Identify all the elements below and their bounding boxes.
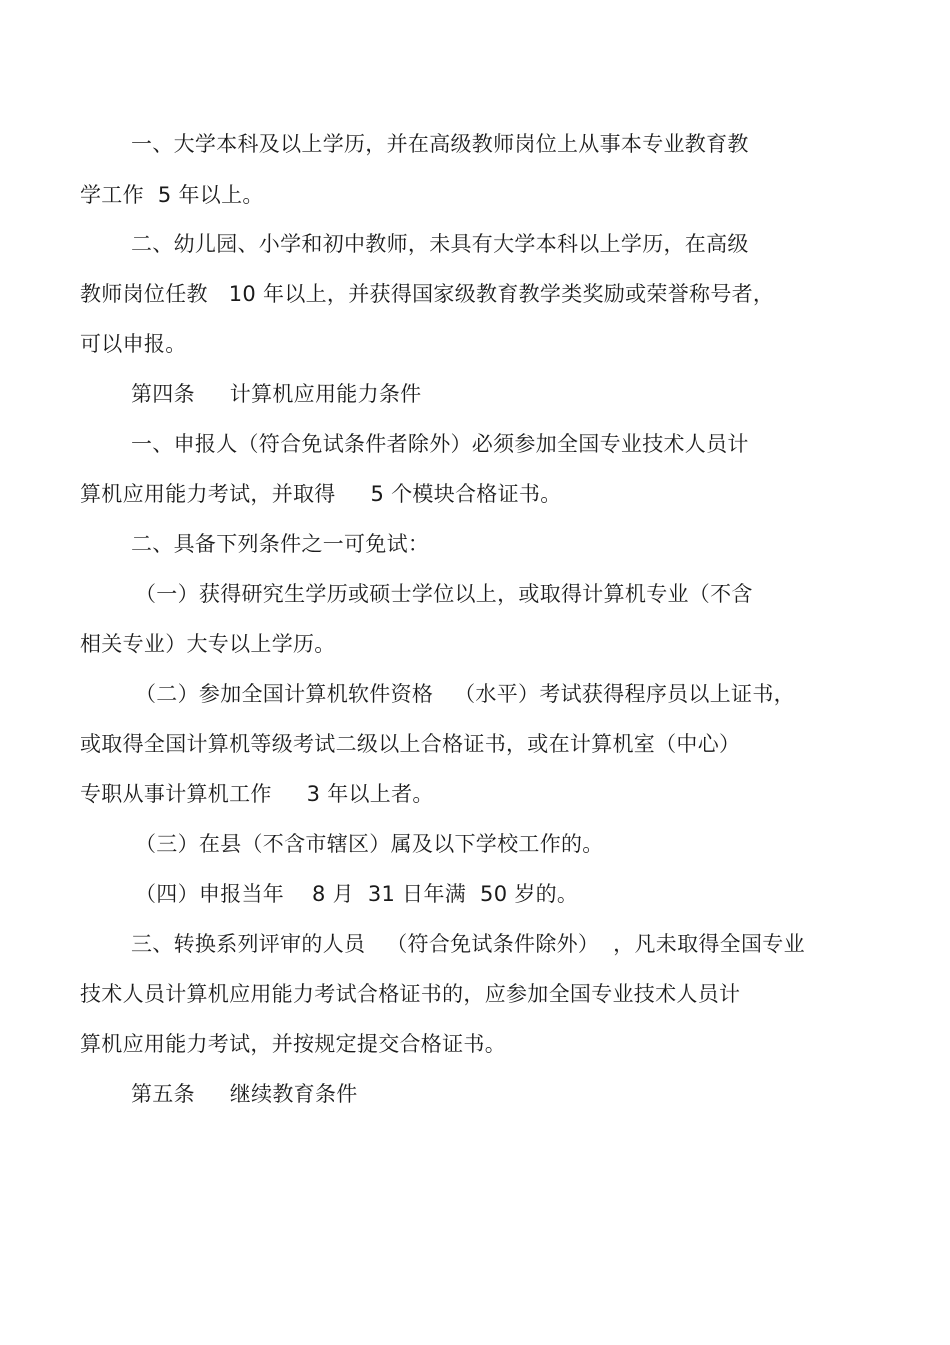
item-4: （四）申报当年 8 月 31 日年满 50 岁的。	[135, 882, 579, 906]
article-4-clause-1-line-2: 算机应用能力考试，并取得 5 个模块合格证书。	[80, 482, 562, 506]
article-4-heading: 第四条 计算机应用能力条件	[131, 382, 422, 406]
item-1-line-2: 相关专业）大专以上学历。	[80, 632, 336, 656]
article-4-clause-3-line-1: 三、转换系列评审的人员 （符合免试条件除外） ，凡未取得全国专业	[131, 932, 805, 956]
article-4-clause-2: 二、具备下列条件之一可免试：	[131, 532, 430, 556]
article-4-clause-3-line-2: 技术人员计算机应用能力考试合格证书的，应参加全国专业技术人员计	[80, 982, 741, 1006]
clause-1-line-2: 学工作 5 年以上。	[80, 183, 264, 207]
item-2-line-1: （二）参加全国计算机软件资格 （水平）考试获得程序员以上证书，	[135, 682, 795, 706]
article-4-clause-1-line-1: 一、申报人（符合免试条件者除外）必须参加全国专业技术人员计	[131, 432, 749, 456]
clause-1-line-1: 一、大学本科及以上学历，并在高级教师岗位上从事本专业教育教	[131, 132, 749, 156]
clause-2-line-2: 教师岗位任教 10 年以上，并获得国家级教育教学类奖励或荣誉称号者，	[80, 282, 775, 306]
clause-2-line-1: 二、幼儿园、小学和初中教师，未具有大学本科以上学历，在高级	[131, 232, 749, 256]
item-3: （三）在县（不含市辖区）属及以下学校工作的。	[135, 832, 604, 856]
clause-2-line-3: 可以申报。	[80, 332, 187, 356]
item-2-line-3: 专职从事计算机工作 3 年以上者。	[80, 782, 434, 806]
article-4-clause-3-line-3: 算机应用能力考试，并按规定提交合格证书。	[80, 1032, 506, 1056]
item-1-line-1: （一）获得研究生学历或硕士学位以上，或取得计算机专业（不含	[135, 582, 753, 606]
article-5-heading: 第五条 继续教育条件	[131, 1082, 358, 1106]
item-2-line-2: 或取得全国计算机等级考试二级以上合格证书，或在计算机室（中心）	[80, 732, 741, 756]
